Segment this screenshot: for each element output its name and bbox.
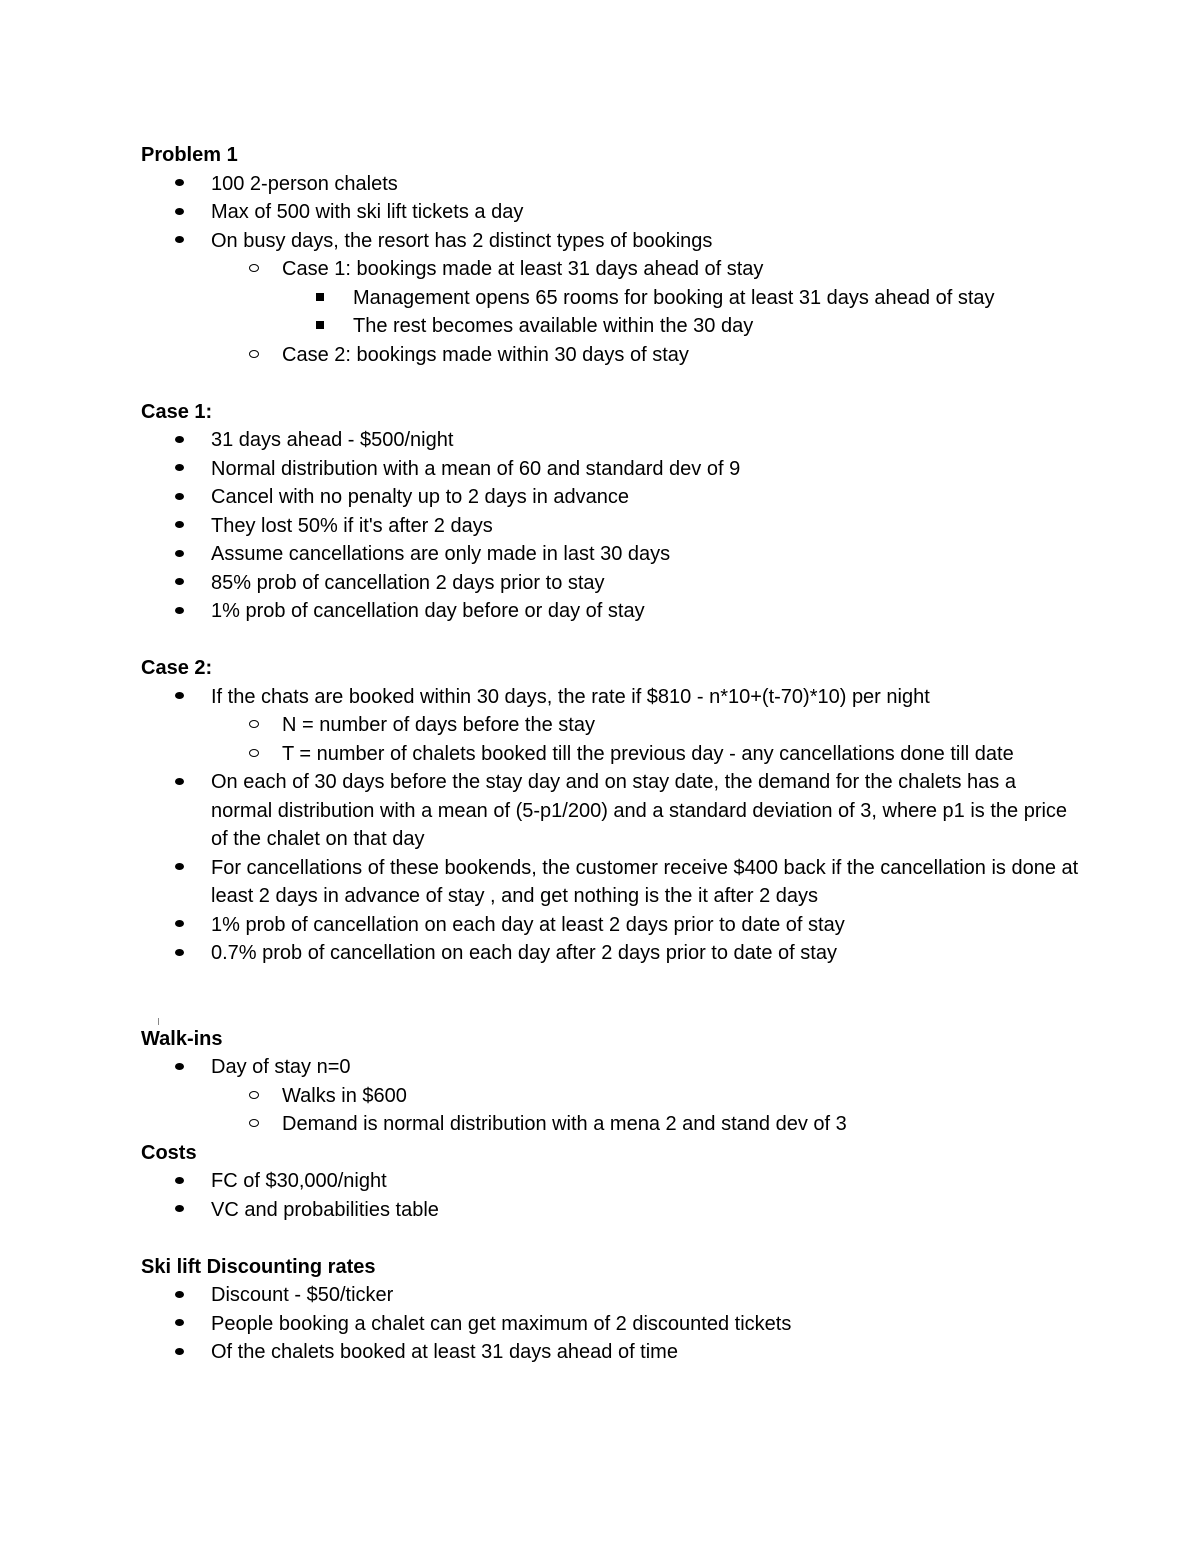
bullet-dot-icon (175, 911, 184, 940)
bullet-dot-icon (175, 483, 184, 512)
list-item: For cancellations of these bookends, the customer receive $400 back if the cancellation is done at least 2 days in advance of stay , and get nothing is the it after 2 days (141, 854, 1081, 911)
list-item: 100 2-person chalets (141, 170, 1081, 199)
bullet-circle-icon (249, 255, 259, 284)
list-item: Cancel with no penalty up to 2 days in advance (141, 483, 1081, 512)
bullet-dot-icon (175, 939, 184, 968)
case-2-list (141, 683, 1081, 968)
bullet-dot-icon (175, 512, 184, 541)
bullet-dot-icon (175, 768, 184, 797)
list-item: Case 1: bookings made at least 31 days ahead of stay (141, 255, 1081, 284)
list-item: Walks in $600 (141, 1082, 1081, 1111)
list-item: Case 2: bookings made within 30 days of stay (141, 341, 1081, 370)
stray-mark (158, 1018, 159, 1025)
list-item: Normal distribution with a mean of 60 and standard dev of 9 (141, 455, 1081, 484)
bullet-dot-icon (175, 227, 184, 256)
list-item: Demand is normal distribution with a mena 2 and stand dev of 3 (141, 1110, 1081, 1139)
bullet-dot-icon (175, 569, 184, 598)
case-1-heading: Case 1: (141, 400, 213, 423)
list-item: Max of 500 with ski lift tickets a day (141, 198, 1081, 227)
costs-list (141, 1167, 1081, 1224)
list-item: 0.7% prob of cancellation on each day after 2 days prior to date of stay (141, 939, 1081, 968)
list-item: They lost 50% if it's after 2 days (141, 512, 1081, 541)
list-item: On each of 30 days before the stay day and on stay date, the demand for the chalets has a normal distribution with a mean of (5-p1/200) and a standard deviation of 3, where p1 is the price of the chalet on that day (141, 768, 1081, 854)
bullet-dot-icon (175, 1310, 184, 1339)
list-item: Discount - $50/ticker (141, 1281, 1081, 1310)
bullet-dot-icon (175, 1053, 184, 1082)
list-item: Day of stay n=0 (141, 1053, 1081, 1082)
list-item: The rest becomes available within the 30 day (141, 312, 1081, 341)
list-item: FC of $30,000/night (141, 1167, 1081, 1196)
walk-ins-list (141, 1053, 1081, 1139)
bullet-dot-icon (175, 540, 184, 569)
bullet-square-icon (316, 284, 324, 313)
document-content (141, 141, 1081, 1367)
bullet-dot-icon (175, 170, 184, 199)
bullet-square-icon (316, 312, 324, 341)
bullet-circle-icon (249, 341, 259, 370)
case-1-list (141, 426, 1081, 626)
list-item: Assume cancellations are only made in last 30 days (141, 540, 1081, 569)
ski-lift-heading: Ski lift Discounting rates (141, 1255, 376, 1278)
list-item: On busy days, the resort has 2 distinct types of bookings (141, 227, 1081, 256)
bullet-circle-icon (249, 1110, 259, 1139)
list-item: VC and probabilities table (141, 1196, 1081, 1225)
list-item: 31 days ahead - $500/night (141, 426, 1081, 455)
problem-1-heading: Problem 1 (141, 144, 238, 166)
bullet-dot-icon (175, 1167, 184, 1196)
bullet-circle-icon (249, 740, 259, 769)
bullet-circle-icon (249, 711, 259, 740)
bullet-dot-icon (175, 426, 184, 455)
bullet-dot-icon (175, 854, 184, 883)
list-item: 1% prob of cancellation on each day at least 2 days prior to date of stay (141, 911, 1081, 940)
list-item: 85% prob of cancellation 2 days prior to stay (141, 569, 1081, 598)
list-item: If the chats are booked within 30 days, the rate if $810 - n*10+(t-70)*10) per night (141, 683, 1081, 712)
list-item: Of the chalets booked at least 31 days ahead of time (141, 1338, 1081, 1367)
walk-ins-heading: Walk-ins (141, 1027, 223, 1050)
problem-1-list (141, 170, 1081, 370)
bullet-dot-icon (175, 1281, 184, 1310)
list-item: 1% prob of cancellation day before or day of stay (141, 597, 1081, 626)
bullet-dot-icon (175, 683, 184, 712)
costs-heading: Costs (141, 1141, 197, 1164)
list-item: People booking a chalet can get maximum of 2 discounted tickets (141, 1310, 1081, 1339)
bullet-dot-icon (175, 1338, 184, 1367)
list-item: N = number of days before the stay (141, 711, 1081, 740)
ski-lift-list (141, 1281, 1081, 1367)
bullet-dot-icon (175, 597, 184, 626)
list-item: Management opens 65 rooms for booking at least 31 days ahead of stay (141, 284, 1081, 313)
bullet-dot-icon (175, 198, 184, 227)
bullet-dot-icon (175, 1196, 184, 1225)
bullet-circle-icon (249, 1082, 259, 1111)
case-2-heading: Case 2: (141, 657, 213, 679)
bullet-dot-icon (175, 455, 184, 484)
list-item: T = number of chalets booked till the previous day - any cancellations done till date (141, 740, 1081, 769)
